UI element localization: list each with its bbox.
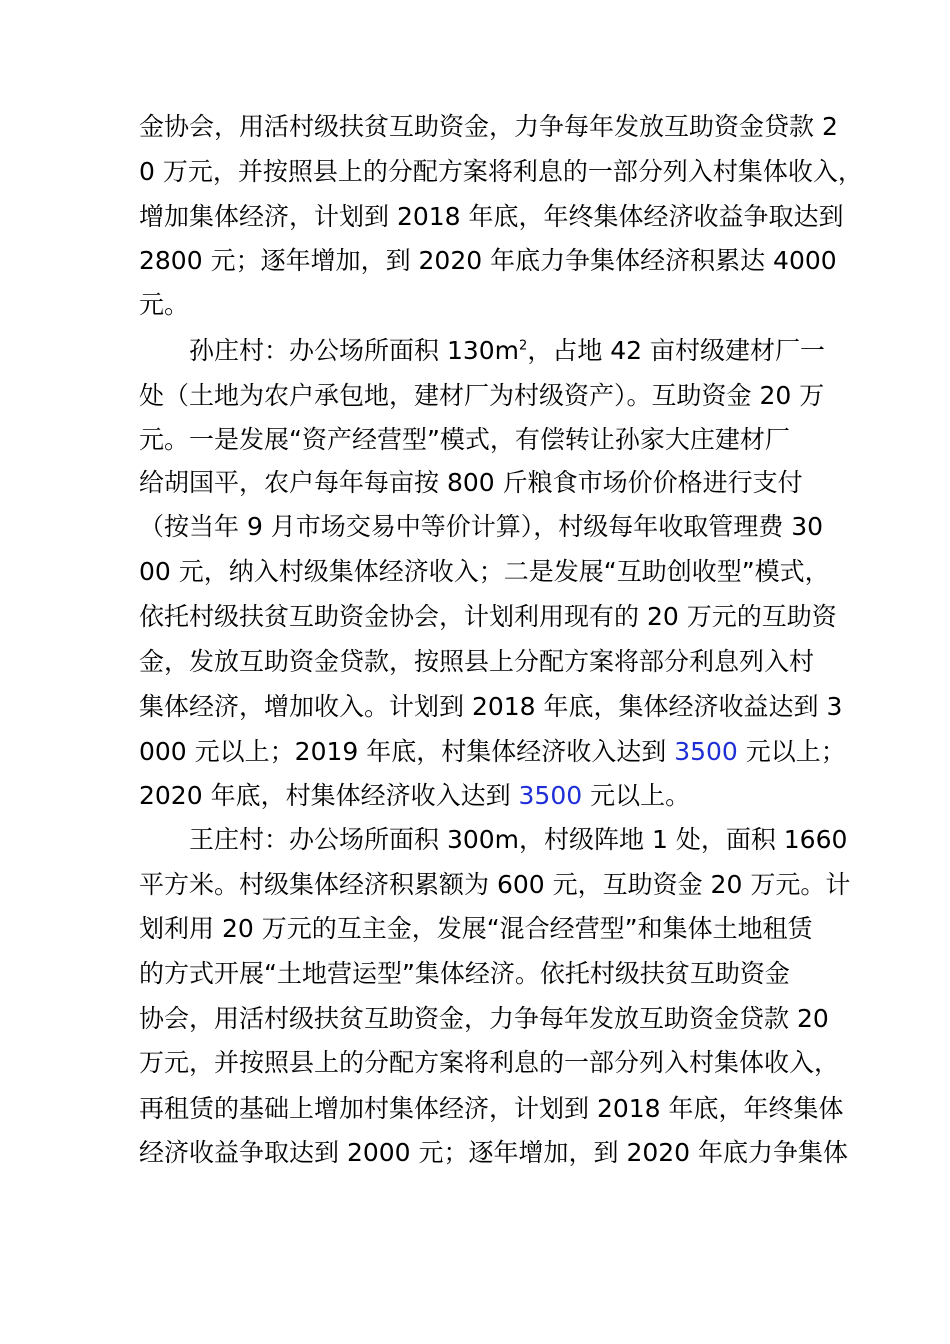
paragraph-2-line-11 xyxy=(139,781,690,811)
highlighted-value: 3500 xyxy=(674,737,738,766)
paragraph-2-line-10 xyxy=(139,737,846,767)
paragraph-2-line-5: （按当年 9 月市场交易中等价计算），村级每年收取管理费 30 xyxy=(139,512,824,541)
paragraph-1-line-2: 0 万元，并按照县上的分配方案将利息的一部分列入村集体收入， xyxy=(139,157,863,186)
superscript-2: 2 xyxy=(519,338,528,354)
paragraph-3-line-4: 的方式开展“土地营运型”集体经济。依托村级扶贫互助资金 xyxy=(139,959,790,988)
paragraph-3-line-8: 经济收益争取达到 2000 元；逐年增加，到 2020 年底力争集体 xyxy=(139,1138,849,1167)
paragraph-2-line-10-post: 元以上； xyxy=(737,737,846,766)
highlighted-value: 3500 xyxy=(518,781,583,810)
paragraph-2-line-7: 依托村级扶贫互助资金协会，计划利用现有的 20 万元的互助资 xyxy=(139,602,837,631)
paragraph-2-line-8: 金，发放互助资金贷款，按照县上分配方案将部分利息列入村 xyxy=(139,647,815,676)
paragraph-2-line-10-pre: 000 元以上；2019 年底，村集体经济收入达到 xyxy=(139,737,675,766)
paragraph-2-line-4: 给胡国平，农户每年每亩按 800 斤粮食市场价价格进行支付 xyxy=(139,468,803,497)
paragraph-1-line-5: 元。 xyxy=(139,290,190,319)
paragraph-3-line-3: 划利用 20 万元的互主金，发展“混合经营型”和集体土地租赁 xyxy=(139,914,813,943)
paragraph-2-line-1-pre: 孙庄村：办公场所面积 130m xyxy=(189,336,520,365)
paragraph-2-line-1-post: ，占地 42 亩村级建材厂一 xyxy=(527,336,826,365)
paragraph-3-line-7: 再租赁的基础上增加村集体经济，计划到 2018 年底，年终集体 xyxy=(139,1094,844,1123)
paragraph-2-line-9: 集体经济，增加收入。计划到 2018 年底，集体经济收益达到 3 xyxy=(139,692,843,721)
paragraph-3-line-6: 万元，并按照县上的分配方案将利息的一部分列入村集体收入， xyxy=(139,1048,840,1077)
paragraph-1-line-3: 增加集体经济，计划到 2018 年底，年终集体经济收益争取达到 xyxy=(139,202,844,231)
paragraph-2-line-2: 处（土地为农户承包地，建材厂为村级资产）。互助资金 20 万 xyxy=(139,381,825,410)
paragraph-2-line-11-post: 元以上。 xyxy=(582,781,691,810)
paragraph-3-line-5: 协会，用活村级扶贫互助资金，力争每年发放互助资金贷款 20 xyxy=(139,1004,829,1033)
paragraph-3-line-1: 王庄村：办公场所面积 300m，村级阵地 1 处，面积 1660 xyxy=(189,825,848,854)
paragraph-1-line-1: 金协会，用活村级扶贫互助资金，力争每年发放互助资金贷款 2 xyxy=(139,112,838,141)
paragraph-3-line-2: 平方米。村级集体经济积累额为 600 元，互助资金 20 万元。计 xyxy=(139,870,851,899)
paragraph-2-line-1 xyxy=(189,336,825,366)
paragraph-2-line-11-pre: 2020 年底，村集体经济收入达到 xyxy=(139,781,519,810)
paragraph-2-line-3: 元。一是发展“资产经营型”模式，有偿转让孙家大庄建材厂 xyxy=(139,425,790,454)
paragraph-1-line-4: 2800 元；逐年增加，到 2020 年底力争集体经济积累达 4000 xyxy=(139,246,837,275)
paragraph-2-line-6: 00 元，纳入村级集体经济收入；二是发展“互助创收型”模式， xyxy=(139,557,830,586)
